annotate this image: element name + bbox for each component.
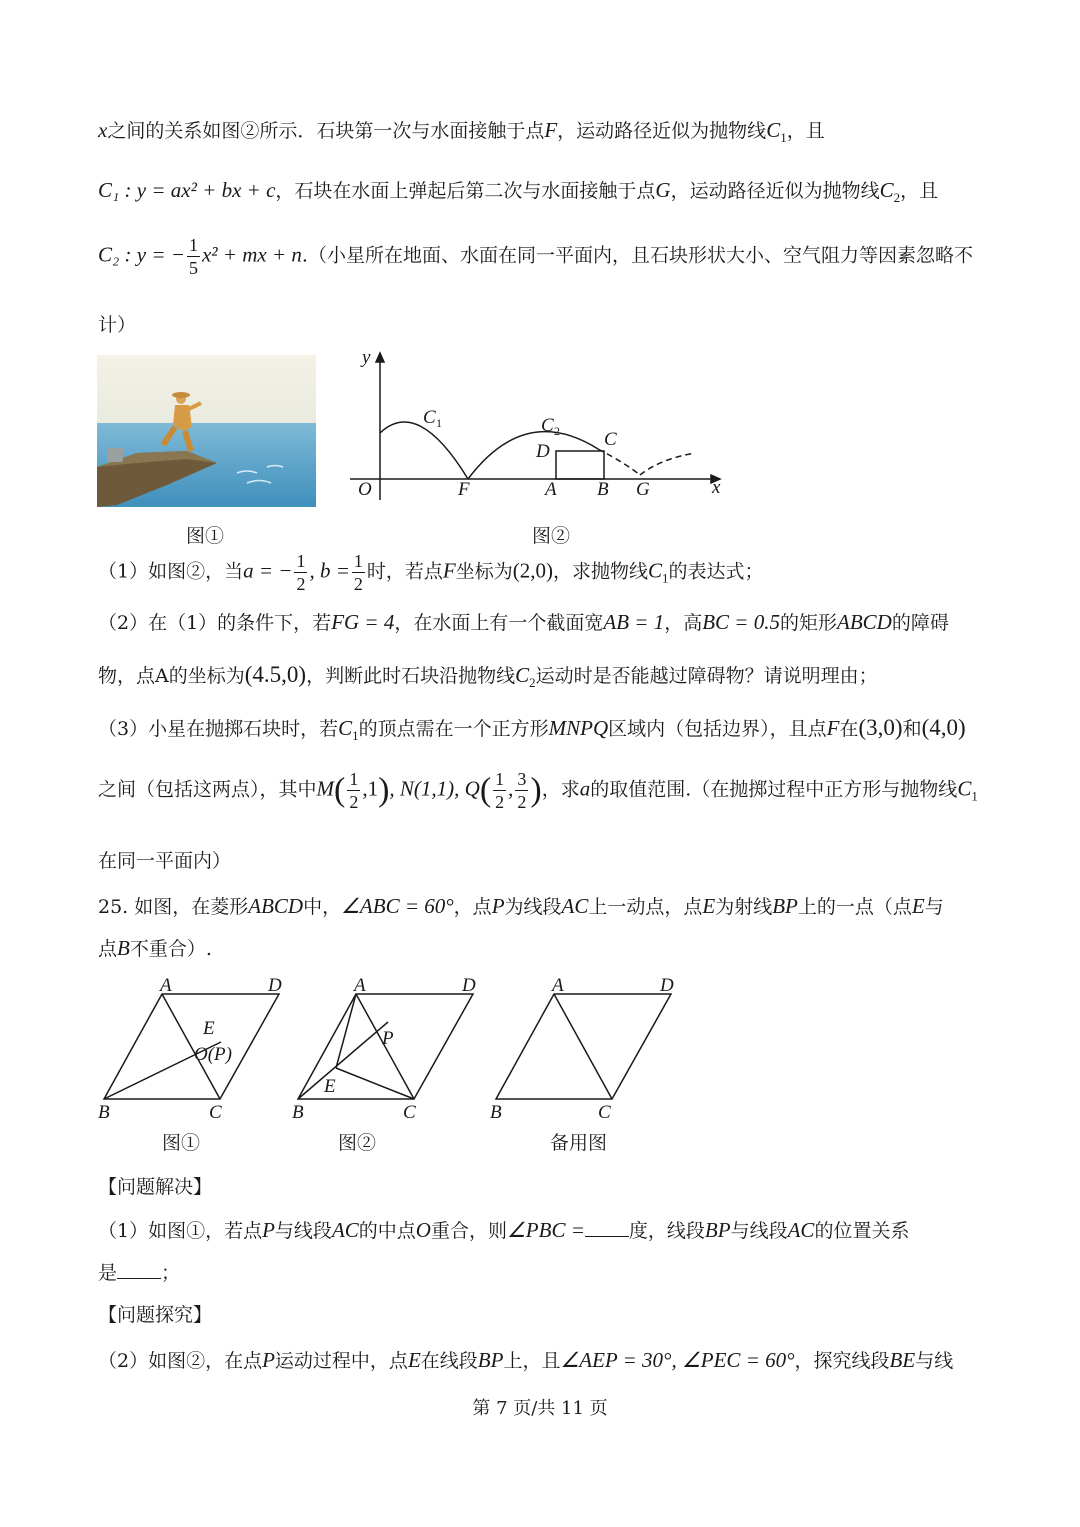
question-2: （2）在（1）的条件下，若FG = 4，在水面上有一个截面宽AB = 1，高BC = 0.5的矩形ABCD的障碍 [98,610,949,634]
problem-25-cont: 点B不重合）. [98,936,212,960]
subquestion-1-cont: 是 ； [98,1262,181,1284]
label-a: A [545,479,557,500]
question-3-end: 在同一平面内） [98,850,232,872]
label-d: D [536,441,550,462]
svg-text:2: 2 [554,424,560,438]
subquestion-1: （1）如图①，若点P与线段AC的中点O重合，则∠PBC = 度，线段BP与线段AC的位置关系 [98,1218,910,1242]
section-problem-exploration: 【问题探究】 [98,1304,213,1326]
label-x: x [712,477,721,498]
label-g: G [636,479,650,500]
text-line-3: C₂ : y = − $\frac{1}{5}$ x² + mx + n.（小星所在地面、水面在同一平面内，且石块形状大小、空气阻力等因素忽略不 [98,235,973,278]
subquestion-2: （2）如图②，在点P运动过程中，点E在线段BP上，且∠AEP = 30°, ∠PEC = 60°，探究线段BE与线 [98,1348,954,1372]
answer-blank-2[interactable] [117,1262,161,1279]
label-o: O [358,479,372,500]
figure-2-graph [340,345,730,505]
label-f: F [458,479,470,500]
svg-text:D: D [268,975,282,996]
svg-text:1: 1 [436,416,442,430]
svg-text:E: E [203,1018,215,1039]
parabola-c1 [380,422,468,479]
rhombus-figure-1 [96,975,296,1123]
question-1: （1）如图②，当a = − $\frac{1}{2}$ , b = $\frac{1}{2}$ 时，若点F坐标为(2,0)，求抛物线$C_1$的表达式； [98,551,764,594]
text-line-4: 计） [98,314,137,336]
svg-text:B: B [490,1102,502,1123]
label-c2: C [541,415,554,436]
rhombus-caption-1: 图① [162,1132,201,1154]
svg-text:O(P): O(P) [194,1044,232,1065]
parabola-c2-solid [468,432,598,479]
svg-text:A: A [354,975,366,996]
label-c1: C [423,407,436,428]
answer-blank-1[interactable] [585,1220,629,1237]
svg-text:B: B [292,1102,304,1123]
figure-1-illustration [97,355,316,507]
question-3-cont: 之间（包括这两点），其中M( $\frac{1}{2}$ ,1), N(1,1), Q( $\frac{1}{2}$ , $\frac{3}{2}$ )，求a的取值范围.（在抛掷过程中正方形与抛物线$C_1$ [98,769,978,812]
label-y: y [362,347,371,368]
problem-25: 25. 如图，在菱形ABCD中，∠ABC = 60°，点P为线段AC上一动点，点E为射线BP上的一点（点E与 [98,894,944,918]
rhombus-figure-3 [488,975,688,1123]
rhombus-caption-3: 备用图 [550,1132,608,1154]
rhombus-figure-2 [290,975,490,1123]
section-problem-solving: 【问题解决】 [98,1176,213,1198]
figure-2-caption: 图② [532,525,571,547]
svg-text:A: A [160,975,172,996]
figure-1-caption: 图① [186,525,225,547]
svg-text:B: B [98,1102,110,1123]
label-c: C [604,429,617,450]
parabola-c3-dashed [640,453,695,475]
text-line-2: C₁ : y = ax² + bx + c，石块在水面上弹起后第二次与水面接触于点G，运动路径近似为抛物线$C_2$，且 [98,178,939,205]
svg-text:C: C [598,1102,611,1123]
question-3: （3）小星在抛掷石块时，若$C_1$的顶点需在一个正方形MNPQ区域内（包括边界），且点F在(3,0)和(4,0) [98,715,966,743]
svg-text:D: D [660,975,674,996]
obstacle-rect [556,451,604,479]
svg-text:P: P [382,1028,394,1049]
rhombus-caption-2: 图② [338,1132,377,1154]
svg-text:E: E [324,1076,336,1097]
svg-text:D: D [462,975,476,996]
page-footer: 第 7 页/共 11 页 [472,1398,608,1419]
svg-text:C: C [209,1102,222,1123]
svg-text:C: C [403,1102,416,1123]
fraction-1-5: $\frac{1}{5}$ [188,235,198,278]
label-b: B [597,479,609,500]
text-line-1: x之间的关系如图②所示．石块第一次与水面接触于点F，运动路径近似为抛物线$C_1$，且 [98,118,825,145]
question-2-cont: 物，点A的坐标为(4.5,0)，判断此时石块沿抛物线$C_2$运动时是否能越过障碍物？请说明理由； [98,662,878,690]
svg-text:A: A [552,975,564,996]
